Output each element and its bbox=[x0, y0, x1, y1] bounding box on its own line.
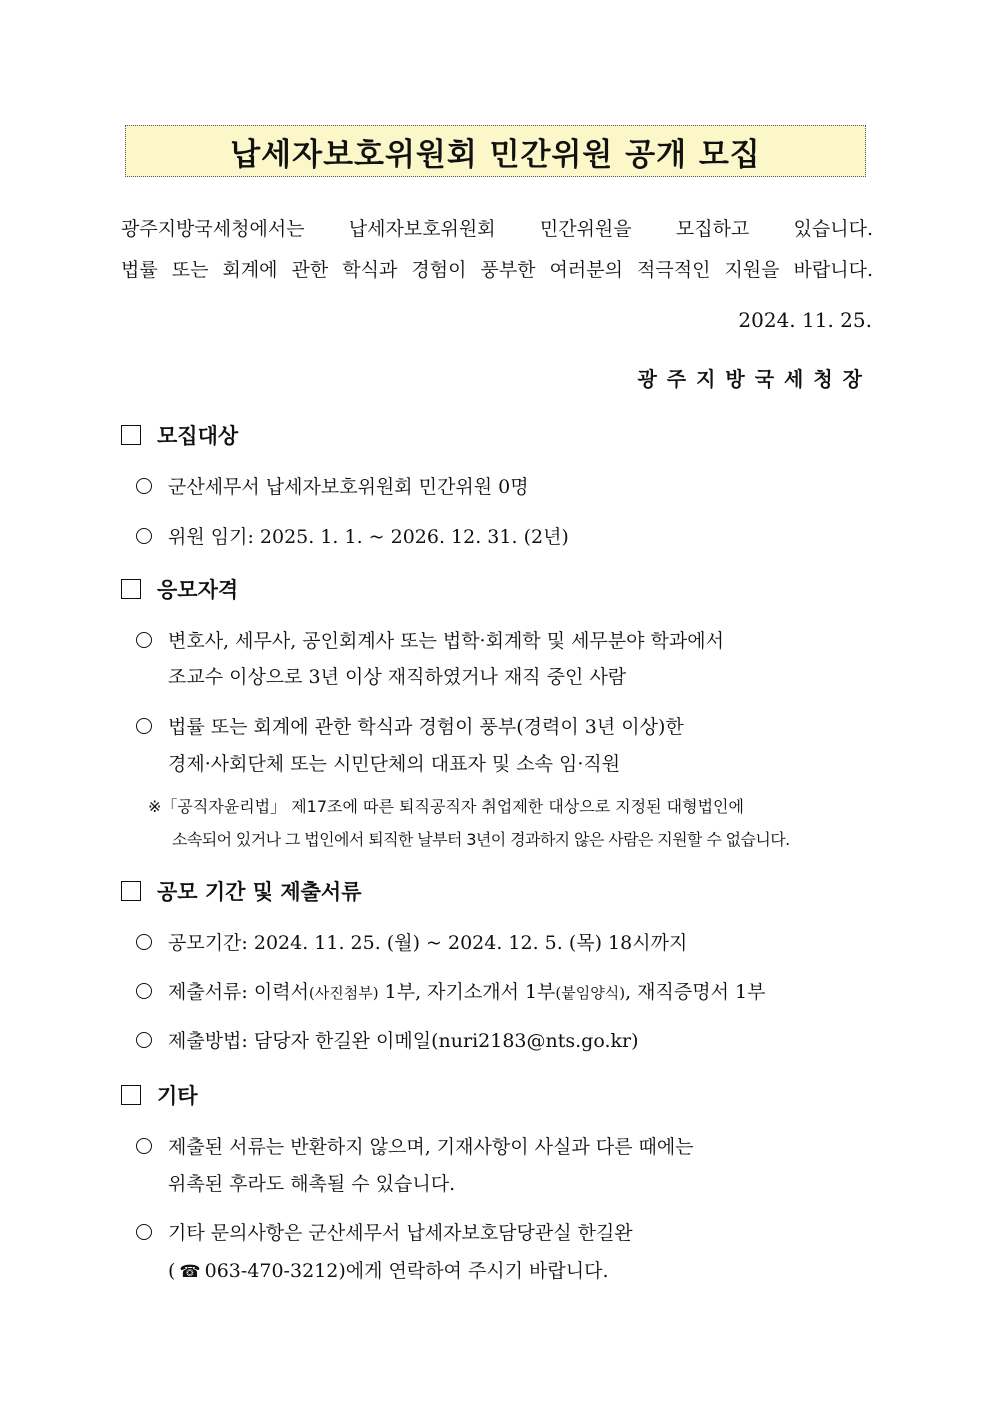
qualification-item-2 bbox=[136, 712, 684, 739]
item-text: 변호사, 세무사, 공인회계사 또는 법학·회계학 및 세무분야 학과에서 bbox=[168, 630, 724, 652]
period-item-1 bbox=[136, 928, 687, 955]
checkbox-square-icon bbox=[121, 881, 141, 901]
circle-bullet-icon bbox=[136, 1032, 152, 1048]
circle-bullet-icon bbox=[136, 934, 152, 950]
section-other-heading bbox=[121, 1080, 198, 1110]
checkbox-square-icon bbox=[121, 579, 141, 599]
item-text: 법률 또는 회계에 관한 학식과 경험이 풍부(경력이 3년 이상)한 bbox=[168, 716, 684, 738]
recruit-item-1 bbox=[136, 472, 529, 499]
item-text-small: (사진첨부) bbox=[308, 984, 379, 1002]
qualification-note-line-1: ※「공직자윤리법」 제17조에 따른 퇴직공직자 취업제한 대상으로 지정된 대형법인에 bbox=[148, 797, 744, 816]
item-text: 063-470-3212)에게 연락하여 주시기 바랍니다. bbox=[204, 1260, 609, 1282]
section-title: 공모 기간 및 제출서류 bbox=[157, 880, 362, 904]
document-date: 2024. 11. 25. bbox=[738, 308, 872, 332]
section-title: 응모자격 bbox=[157, 578, 239, 602]
intro-line-2: 법률 또는 회계에 관한 학식과 경험이 풍부한 여러분의 적극적인 지원을 바랍니다. bbox=[121, 259, 873, 281]
section-title: 모집대상 bbox=[157, 424, 239, 448]
item-text: 1부, 자기소개서 1부 bbox=[378, 981, 556, 1003]
circle-bullet-icon bbox=[136, 1224, 152, 1240]
section-title: 기타 bbox=[157, 1084, 198, 1108]
item-text: 제출서류: 이력서 bbox=[168, 981, 309, 1003]
other-item-1 bbox=[136, 1132, 694, 1159]
period-item-2 bbox=[136, 977, 765, 1004]
qualification-item-2-cont: 경제·사회단체 또는 시민단체의 대표자 및 소속 임·직원 bbox=[168, 753, 621, 775]
other-item-2-cont bbox=[168, 1256, 609, 1283]
section-recruit-heading bbox=[121, 420, 238, 450]
item-text: 위원 임기: 2025. 1. 1. ~ 2026. 12. 31. (2년) bbox=[168, 526, 569, 548]
circle-bullet-icon bbox=[136, 528, 152, 544]
recruit-item-2 bbox=[136, 522, 569, 549]
issuer: 광주지방국세청장 bbox=[637, 367, 872, 391]
item-text: , 재직증명서 1부 bbox=[625, 981, 766, 1003]
item-text: 군산세무서 납세자보호위원회 민간위원 0명 bbox=[168, 476, 529, 498]
circle-bullet-icon bbox=[136, 1138, 152, 1154]
circle-bullet-icon bbox=[136, 983, 152, 999]
section-period-heading bbox=[121, 876, 362, 906]
page-title: 납세자보호위원회 민간위원 공개 모집 bbox=[230, 136, 761, 173]
other-item-2 bbox=[136, 1218, 633, 1245]
circle-bullet-icon bbox=[136, 632, 152, 648]
intro-line-1: 광주지방국세청에서는 납세자보호위원회 민간위원을 모집하고 있습니다. bbox=[121, 218, 873, 240]
section-qualification-heading bbox=[121, 574, 238, 604]
qualification-item-1-cont: 조교수 이상으로 3년 이상 재직하였거나 재직 중인 사람 bbox=[168, 666, 627, 688]
item-text: 공모기간: 2024. 11. 25. (월) ~ 2024. 12. 5. (목) 18시까지 bbox=[168, 932, 688, 954]
circle-bullet-icon bbox=[136, 718, 152, 734]
circle-bullet-icon bbox=[136, 478, 152, 494]
qualification-note-line-2: 소속되어 있거나 그 법인에서 퇴직한 날부터 3년이 경과하지 않은 사람은 지원할 수 없습니다. bbox=[172, 830, 790, 849]
checkbox-square-icon bbox=[121, 425, 141, 445]
phone-icon: ☎ bbox=[179, 1262, 201, 1282]
checkbox-square-icon bbox=[121, 1085, 141, 1105]
title-box bbox=[125, 125, 866, 177]
item-text: 제출방법: 담당자 한길완 이메일(nuri2183@nts.go.kr) bbox=[168, 1030, 639, 1052]
qualification-item-1 bbox=[136, 626, 724, 653]
item-text: 기타 문의사항은 군산세무서 납세자보호담당관실 한길완 bbox=[168, 1222, 633, 1244]
item-text-small: (붙임양식) bbox=[555, 984, 626, 1002]
item-text: 제출된 서류는 반환하지 않으며, 기재사항이 사실과 다른 때에는 bbox=[168, 1136, 694, 1158]
period-item-3 bbox=[136, 1026, 639, 1053]
other-item-1-cont: 위촉된 후라도 해촉될 수 있습니다. bbox=[168, 1173, 456, 1195]
paren-open: ( bbox=[168, 1260, 176, 1282]
